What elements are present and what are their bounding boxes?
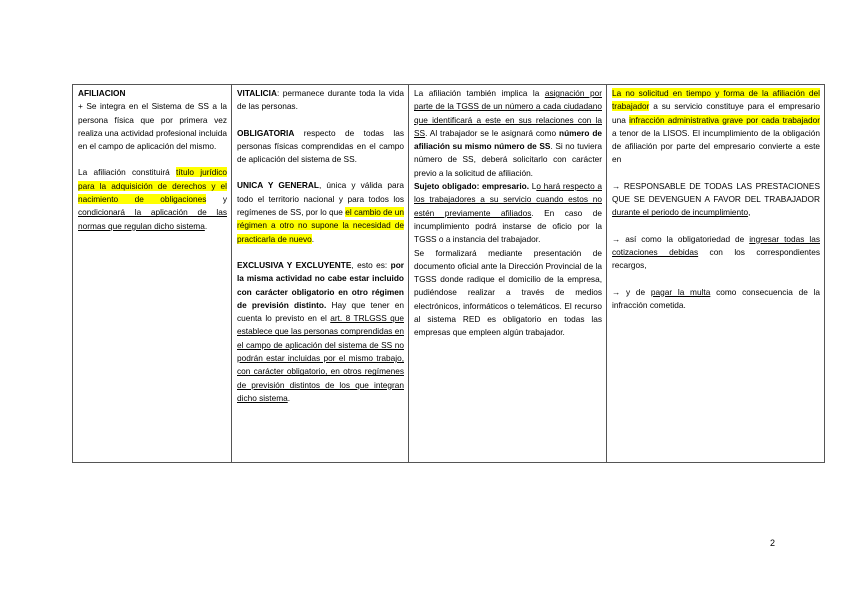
underline-trabajadores: o hará respecto a los trabajadores a su servicio cuando estos no estén previamente afiliados [414, 181, 602, 218]
asignacion-numero: La afiliación también implica la asignación por parte de la TGSS de un número a cada ciudadano que identificará a este en sus relaciones con la SS. Al trabajador se le asignará como número de afiliación su mismo número de SS. Si no tuviera número de SS, deberá solicitarlo con carácter previo a la solicitud de afiliación. [414, 88, 602, 178]
heading-afiliacion: AFILIACION [78, 88, 126, 98]
afiliacion-intro: + Se integra en el Sistema de SS a la persona física que por primera vez realiza una actividad profesional incluida en el campo de aplicación del mismo. [78, 101, 227, 152]
highlight-no-solicitud: La no solicitud en tiempo y forma de la afiliación del trabajador [612, 88, 820, 112]
pagar-multa: → y de pagar la multa como consecuencia de la infracción cometida. [612, 286, 821, 310]
afiliacion-titulo: La afiliación constituirá título jurídico para la adquisición de derechos y el nacimiento de obligaciones y condicionará la aplicación de las normas que regulan dicho sistema. [78, 167, 227, 231]
responsable-prestaciones: → RESPONSABLE DE TODAS LAS PRESTACIONES QUE SE DEVENGUEN A FAVOR DEL TRABAJADOR durante el periodo de incumplimiento, [612, 180, 820, 218]
col-incumplimiento [607, 85, 825, 463]
infraccion: La no solicitud en tiempo y forma de la afiliación del trabajador a su servicio constituye para el empresario una infracción administrativa grave por cada trabajador a tenor de la LISOS. El incumplimiento de la obligación de afiliación por parte del empresario convierte a este en [612, 88, 820, 165]
formalizacion: Se formalizará mediante presentación de documento oficial ante la Dirección Provincial de la TGSS donde radique el domicilio de la empresa, pudiéndose realizar a través de medios electrónicos, informáticos o telemáticos. El recurso al sistema RED es obligatorio en todas las empresas que empleen algún trabajador. [414, 247, 602, 338]
underline-art8: art. 8 TRLGSS que establece que las personas comprendidas en el campo de aplicación del sistema de SS no podrán estar incluidas por el mismo trabajo, con carácter obligatorio, en otros regímenes de previsión distintos de los que integran dicho sistema [237, 313, 404, 403]
sujeto-obligado: Sujeto obligado: empresario. Lo hará respecto a los trabajadores a su servicio cuando estos no estén previamente afiliados. En caso de incumplimiento podrá instarse de oficio por la TGSS o a instancia del trabajador. [414, 181, 602, 245]
page-number: 2 [770, 538, 776, 548]
vitalicia: VITALICIA: permanece durante toda la vida de las personas. [237, 88, 404, 112]
col-caracteristicas [232, 85, 409, 463]
highlight-infraccion-grave: infracción administrativa grave por cada trabajador [629, 114, 820, 125]
obligatoria: OBLIGATORIA respecto de todas las personas físicas comprendidas en el campo de aplicación del sistema de SS. [237, 127, 404, 165]
exclusiva-excluyente: EXCLUSIVA Y EXCLUYENTE, esto es: por la misma actividad no cabe estar incluido con carácter obligatorio en otro régimen de previsión distinto. Hay que tener en cuenta lo previsto en el art. 8 TRLGSS que establece que las personas comprendidas en el campo de aplicación del sistema de SS no podrán estar incluidas por el mismo trabajo, con carácter obligatorio, en otros regímenes de previsión distintos de los que integran dicho sistema. [237, 259, 404, 403]
highlight-titulo-juridico: título jurídico para la adquisición de derechos y el nacimiento de obligaciones [78, 167, 227, 205]
content-table [72, 84, 825, 463]
underline-periodo: durante el periodo de incumplimiento [612, 207, 749, 218]
underline-asignacion: asignación por parte de la TGSS de un número a cada ciudadano que identificará a este en sus relaciones con la SS [414, 88, 602, 138]
col-numero-afiliacion [409, 85, 607, 463]
underline-cotizaciones: ingresar todas las cotizaciones debidas [612, 233, 820, 257]
underline-multa: pagar la multa [650, 286, 711, 297]
unica-general: UNICA Y GENERAL, única y válida para todo el territorio nacional y para todos los regímenes de SS, por lo que el cambio de un régimen a otro no supone la necesidad de practicarla de nuevo. [237, 180, 404, 244]
ingresar-cotizaciones: → así como la obligatoriedad de ingresar todas las cotizaciones debidas con los correspondientes recargos, [612, 233, 820, 271]
underline-condicionara: condicionará la aplicación de las normas que regulan dicho sistema [78, 207, 227, 231]
highlight-cambio-regimen: el cambio de un régimen a otro no supone la necesidad de practicarla de nuevo [237, 207, 404, 244]
col-afiliacion [73, 85, 232, 463]
